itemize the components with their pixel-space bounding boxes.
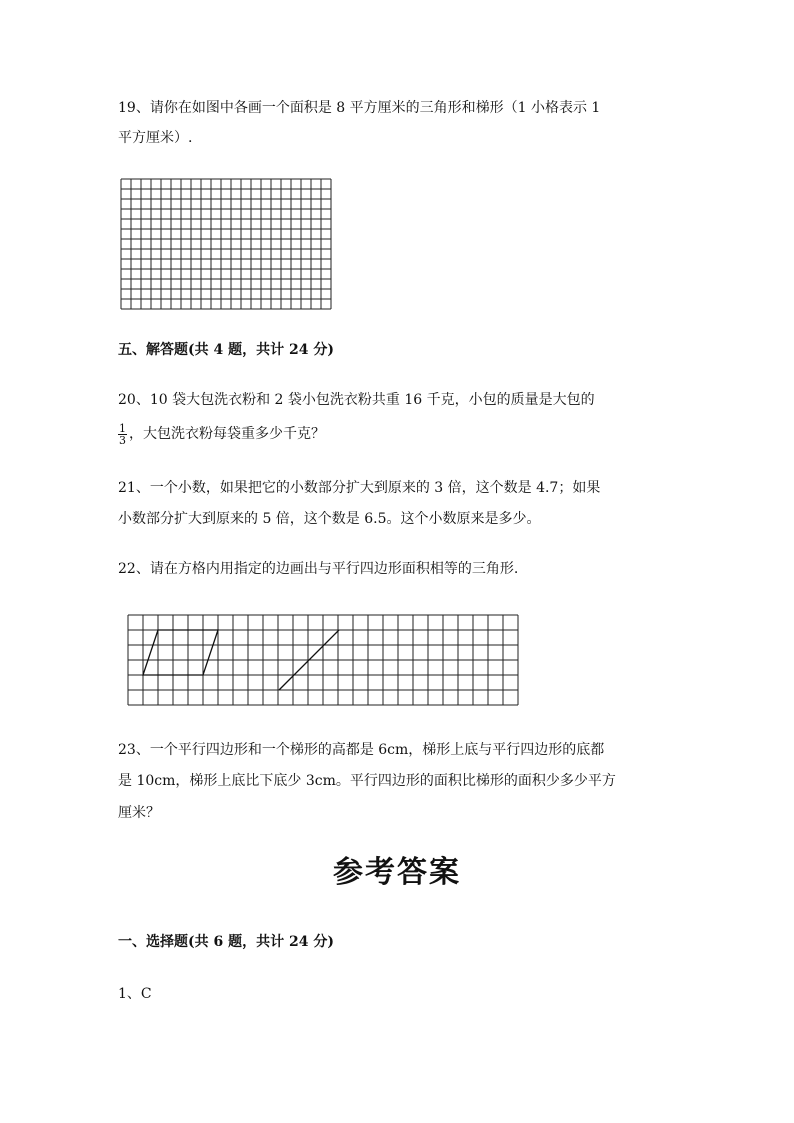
q20-frac-denominator: 3 (119, 433, 126, 447)
q21-line1: 21、一个小数，如果把它的小数部分扩大到原来的 3 倍，这个数是 4.7；如果 (118, 480, 601, 496)
q20-line2-text: ，大包洗衣粉每袋重多少千克？ (129, 426, 325, 442)
q22-line1: 22、请在方格内用指定的边画出与平行四边形面积相等的三角形. (118, 561, 519, 577)
parallelogram-shape (143, 630, 218, 675)
q21-line2: 小数部分扩大到原来的 5 倍，这个数是 6.5。这个小数原来是多少。 (118, 511, 541, 527)
q19-line2: 平方厘米）. (118, 130, 193, 146)
answers-section1-title: 一、选择题(共 6 题，共计 24 分) (118, 934, 334, 950)
section5-title: 五、解答题(共 4 题，共计 24 分) (118, 342, 334, 358)
q23-line3: 厘米？ (118, 805, 160, 821)
answers-title: 参考答案 (333, 855, 461, 890)
q20-frac-numerator: 1 (119, 421, 126, 435)
answer-1: 1、C (118, 986, 152, 1002)
q19-grid (120, 178, 336, 312)
q20-line2 (118, 420, 325, 448)
q20-fraction (118, 423, 127, 446)
q19-line1: 19、请你在如图中各画一个面积是 8 平方厘米的三角形和梯形（1 小格表示 1 (118, 100, 601, 116)
q22-grid (126, 612, 524, 706)
q23-line1: 23、一个平行四边形和一个梯形的高都是 6cm，梯形上底与平行四边形的底都 (118, 742, 605, 758)
q20-line1: 20、10 袋大包洗衣粉和 2 袋小包洗衣粉共重 16 千克，小包的质量是大包的 (118, 392, 595, 408)
q23-line2: 是 10cm，梯形上底比下底少 3cm。平行四边形的面积比梯形的面积少多少平方 (118, 773, 616, 789)
